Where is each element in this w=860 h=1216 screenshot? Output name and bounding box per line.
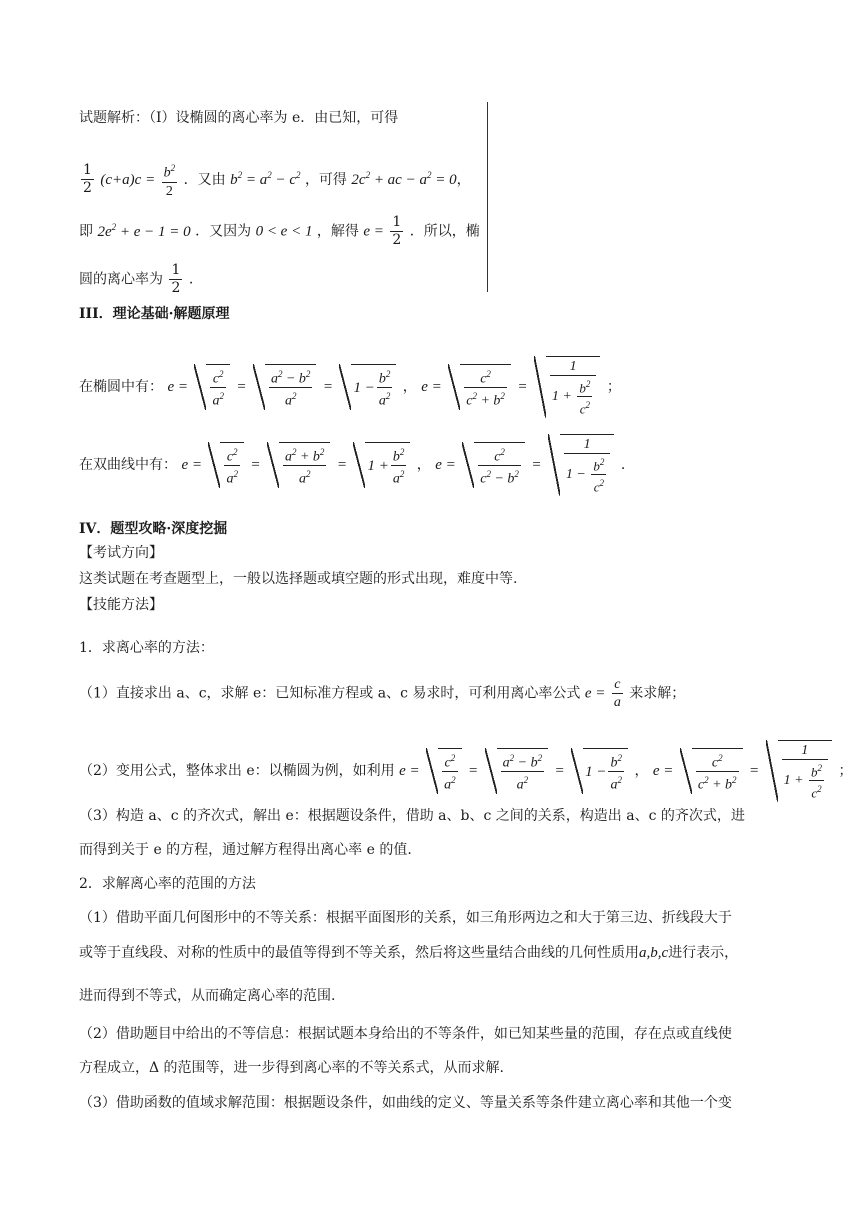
frac-half: $\frac{1}{2}$	[83, 162, 92, 197]
method-1-2: （2）变用公式，整体求出 e：以椭圆为例，如利用 e = $\frac{c^2}{a^2}$ = $\frac{a^2 - b^2}{a^2}$ = 1 − $\frac{b^2}{a^2}$ ， e = $\frac{c^2}{c^2 + b^2}$ = 1 1 + $\frac{b^2}{c^2}$ ；	[79, 740, 852, 802]
m1-1-end: 来求解；	[629, 685, 686, 702]
comma: ，	[456, 171, 471, 188]
m2-1b-end: 进行表示，	[668, 945, 739, 961]
method-2-1-b	[79, 943, 738, 963]
exam-direction-text: 这类试题在考查题型上，一般以选择题或填空题的形式出现，难度中等.	[79, 571, 518, 587]
hyperbola-label: 在双曲线中有：	[79, 456, 177, 473]
vertical-divider	[487, 102, 488, 292]
method-2-1-c: 进而得到不等式，从而确定离心率的范围.	[79, 988, 336, 1004]
frac-e-half: $\frac{1}{2}$	[392, 214, 402, 248]
solution-line4: 圆的离心率为	[79, 271, 163, 288]
solution-line2-can: ，可得	[304, 171, 347, 188]
m1-2-text: （2）变用公式，整体求出 e：以椭圆为例，如利用	[79, 762, 395, 779]
ellipse-formula: 在椭圆中有： e = $\frac{c^2}{a^2}$ = $\frac{a^2 - b^2}{a^2}$ = 1 − $\frac{b^2}{a^2}$ ， e = $\frac{c^2}{c^2 + b^2}$ = 1 1 + $\frac{b^2}{c^2}$ ；	[79, 356, 621, 418]
m1-1-text: （1）直接求出 a、c，求解 e：已知标准方程或 a、c 易求时，可利用离心率公式	[79, 685, 581, 702]
method-1-1: （1）直接求出 a、c，求解 e：已知标准方程或 a、c 易求时，可利用离心率公式 e = $\frac{c}{a}$ 来求解；	[79, 677, 686, 710]
formula-2e2: $2e^2 + e - 1 = 0$	[97, 221, 191, 240]
solution-line-4: 圆的离心率为 $\frac{1}{2}$ .	[79, 262, 194, 296]
solution-intro: 试题解析：（Ⅰ）设椭圆的离心率为 e．由已知，可得	[79, 110, 399, 126]
formula-2c2: $2c^2$ + ac − $a^2 = 0$	[351, 169, 457, 188]
method-2-2-b: 方程成立，Δ 的范围等，进一步得到离心率的不等关系式，从而求解.	[79, 1060, 505, 1076]
method-2-3-a: （3）借助函数的值域求解范围：根据题设条件，如曲线的定义、等量关系等条件建立离心率和其他一个变	[79, 1095, 732, 1111]
formula-area: (c+a)c =	[100, 171, 156, 188]
frac-b2-2: $\frac{b^2}{2}$	[163, 163, 176, 199]
abc-vars: a,b,c	[639, 945, 669, 961]
solution-line-2	[79, 160, 471, 200]
skills-heading: 【技能方法】	[79, 597, 163, 613]
method-2-title: 2．求解离心率的范围的方法	[79, 876, 256, 892]
solution-line2-mid: ．又由	[183, 171, 226, 188]
method-1-title: 1．求离心率的方法：	[79, 640, 214, 656]
ellipse-label: 在椭圆中有：	[79, 378, 163, 395]
formula-e-range: 0 < e < 1	[255, 223, 313, 240]
solution-line3-solve: ，解得	[316, 223, 359, 240]
method-1-3-a: （3）构造 a、c 的齐次式，解出 e：根据题设条件，借助 a、b、c 之间的关系，构造出 a、c 的齐次式，进	[79, 808, 745, 824]
exam-direction-heading: 【考试方向】	[79, 545, 163, 561]
solution-line-1	[79, 108, 398, 128]
frac-result-half: $\frac{1}{2}$	[171, 262, 181, 296]
method-2-1-a: （1）借助平面几何图形中的不等关系：根据平面图形的关系，如三角形两边之和大于第三边、折线段大于	[79, 910, 732, 926]
formula-b2: $b^2 = a^2 - c^2$	[230, 169, 301, 188]
m2-1b-text: 或等于直线段、对称的性质中的最值等得到不等关系，然后将这些量结合曲线的几何性质用	[79, 945, 639, 961]
section-III-heading: III．理论基础·解题原理	[79, 306, 230, 322]
formula-e-eq: e =	[363, 223, 384, 240]
solution-line3-end: ．所以，椭	[409, 223, 480, 240]
solution-line-3	[79, 214, 480, 249]
hyperbola-formula: 在双曲线中有： e = $\frac{c^2}{a^2}$ = $\frac{a^2 + b^2}{a^2}$ = 1 + $\frac{b^2}{a^2}$ ， e = $\frac{c^2}{c^2 - b^2}$ = 1 1 − $\frac{b^2}{c^2}$ .	[79, 434, 625, 496]
method-1-3-b: 而得到关于 e 的方程，通过解方程得出离心率 e 的值.	[79, 842, 412, 858]
solution-line3-mid: ．又因为	[195, 223, 252, 240]
solution-line3-ji: 即	[79, 223, 93, 240]
section-IV-heading: IV．题型攻略·深度挖掘	[79, 521, 228, 537]
method-2-2-a: （2）借助题目中给出的不等信息：根据试题本身给出的不等条件，如已知某些量的范围，存在点或直线使	[79, 1026, 732, 1042]
